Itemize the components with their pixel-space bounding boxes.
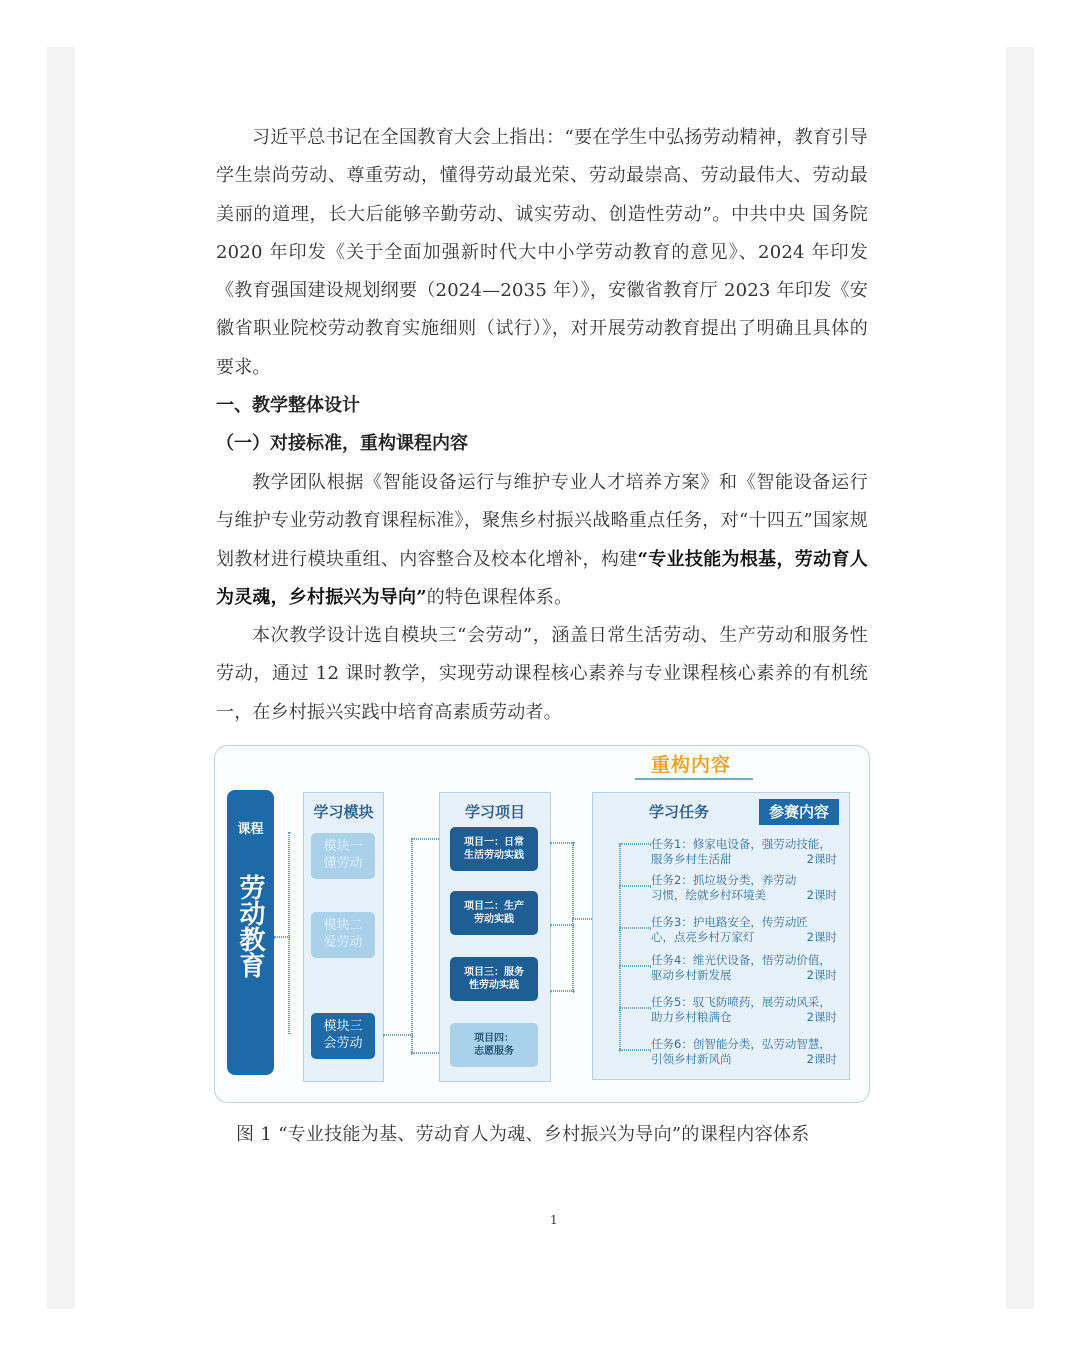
task-text: 任务4：维光伏设备，悟劳动价值，	[651, 953, 831, 967]
competition-content-tab: 参赛内容	[759, 799, 839, 825]
course-label: 课程	[237, 822, 264, 837]
connector	[619, 965, 651, 967]
project-title: 项目一：日常	[464, 837, 524, 848]
connector	[572, 842, 574, 992]
task-text: 任务2：抓垃圾分类，养劳动	[651, 873, 797, 887]
figure-title: 重构内容	[651, 754, 732, 776]
connector	[619, 1049, 651, 1051]
module-item	[311, 912, 375, 958]
connector	[550, 990, 574, 992]
task-text: 习惯，绘就乡村环境美	[651, 888, 766, 902]
task-text: 任务6：创智能分类，弘劳动智慧，	[651, 1037, 831, 1051]
modules-column	[303, 792, 384, 1082]
tasks-heading: 学习任务	[649, 803, 710, 821]
subsection-heading: （一）对接标准，重构课程内容	[216, 433, 468, 454]
project-title: 项目三：服务	[464, 967, 524, 978]
paragraph-curriculum-emphasis: “专业技能为根基，劳动育人为灵魂，乡村振兴为导向”	[216, 548, 868, 608]
task-item	[651, 837, 845, 867]
paragraph-curriculum	[216, 464, 868, 617]
module-number: 模块三	[323, 1019, 363, 1034]
module-name: 会劳动	[323, 1036, 363, 1051]
course-structure-figure	[214, 745, 870, 1103]
project-title: 项目二：生产	[464, 901, 524, 912]
task-hours: 2课时	[806, 968, 837, 982]
task-text: 服务乡村生活甜	[651, 852, 732, 866]
task-item	[651, 953, 845, 983]
page-number: 1	[550, 1213, 558, 1227]
project-subtitle: 生活劳动实践	[464, 850, 524, 861]
task-hours: 2课时	[806, 1010, 837, 1024]
paragraph-curriculum-text: 教学团队根据《智能设备运行与维护专业人才培养方案》和《智能设备运行与维护专业劳动教育课程标准》，聚焦乡村振兴战略重点任务，对“十四五”国家规划教材进行模块重组、内容整合及校本化增补，构建	[216, 472, 868, 570]
task-text: 任务5：驭飞防喷药，展劳动风采，	[651, 995, 831, 1009]
paragraph-module-three: 本次教学设计选自模块三“会劳动”，涵盖日常生活劳动、生产劳动和服务性劳动，通过 12 课时教学，实现劳动课程核心素养与专业课程核心素养的有机统一，在乡村振兴实践中培育高素质劳动者。	[216, 625, 868, 723]
task-text: 任务1：修家电设备，强劳动技能，	[651, 837, 831, 851]
module-name: 懂劳动	[323, 856, 363, 871]
module-item-active	[311, 1013, 375, 1059]
project-item	[450, 827, 538, 871]
project-item	[450, 1023, 538, 1067]
section-heading: 一、教学整体设计	[216, 395, 360, 416]
paragraph-intro: 习近平总书记在全国教育大会上指出：“要在学生中弘扬劳动精神，教育引导学生崇尚劳动、尊重劳动，懂得劳动最光荣、劳动最崇高、劳动最伟大、劳动最美丽的道理，长大后能够辛勤劳动、诚实劳动、创造性劳动”。中共中央 国务院 2020 年印发《关于全面加强新时代大中小学劳动教育的意见》、2024 年印发《教育强国建设规划纲要（2024—2035 年）》，安徽省教育厅 2023 年印发《安徽省职业院校劳动教育实施细则（试行）》，对开展劳动教育提出了明确且具体的要求。	[216, 127, 868, 378]
task-text: 助力乡村粮满仓	[651, 1010, 732, 1024]
task-text: 驱动乡村新发展	[651, 968, 732, 982]
task-hours: 2课时	[806, 930, 837, 944]
task-hours: 2课时	[806, 852, 837, 866]
module-name: 爱劳动	[323, 935, 363, 950]
page-edge-right	[1006, 47, 1034, 1309]
tasks-column	[592, 792, 850, 1080]
projects-column	[439, 792, 551, 1082]
page-edge-left	[47, 47, 75, 1309]
connector	[619, 885, 651, 887]
connector	[619, 843, 651, 845]
connector	[383, 1034, 413, 1036]
task-item	[651, 915, 845, 945]
modules-heading: 学习模块	[313, 803, 374, 821]
project-item	[450, 957, 538, 1001]
figure-title-underline	[635, 778, 753, 780]
connector	[619, 1007, 651, 1009]
connector	[619, 843, 621, 1051]
course-bar	[227, 790, 274, 1075]
paragraph-curriculum-end: 的特色课程体系。	[426, 586, 573, 608]
task-item	[651, 1037, 845, 1067]
task-hours: 2课时	[806, 888, 837, 902]
connector	[619, 927, 651, 929]
module-item	[311, 833, 375, 879]
connector	[550, 842, 574, 844]
connector	[411, 838, 413, 1054]
task-text: 引领乡村新风尚	[651, 1052, 732, 1066]
connector	[550, 924, 574, 926]
task-item	[651, 873, 845, 903]
projects-heading: 学习项目	[464, 803, 525, 821]
project-item	[450, 891, 538, 935]
task-item	[651, 995, 845, 1025]
module-number: 模块二	[323, 918, 363, 933]
task-hours: 2课时	[806, 1052, 837, 1066]
task-text: 任务3：护电路安全，传劳动匠	[651, 915, 808, 929]
project-subtitle: 性劳动实践	[469, 980, 519, 991]
module-number: 模块一	[323, 839, 363, 854]
task-text: 心，点亮乡村万家灯	[651, 930, 755, 944]
course-name: 劳动教育	[235, 874, 265, 978]
project-subtitle: 志愿服务	[474, 1046, 514, 1057]
project-subtitle: 劳动实践	[474, 914, 514, 925]
figure-caption: 图 1 “专业技能为基、劳动育人为魂、乡村振兴为导向”的课程内容体系	[236, 1124, 810, 1145]
project-title: 项目四：	[474, 1033, 514, 1044]
connector	[288, 832, 290, 1034]
